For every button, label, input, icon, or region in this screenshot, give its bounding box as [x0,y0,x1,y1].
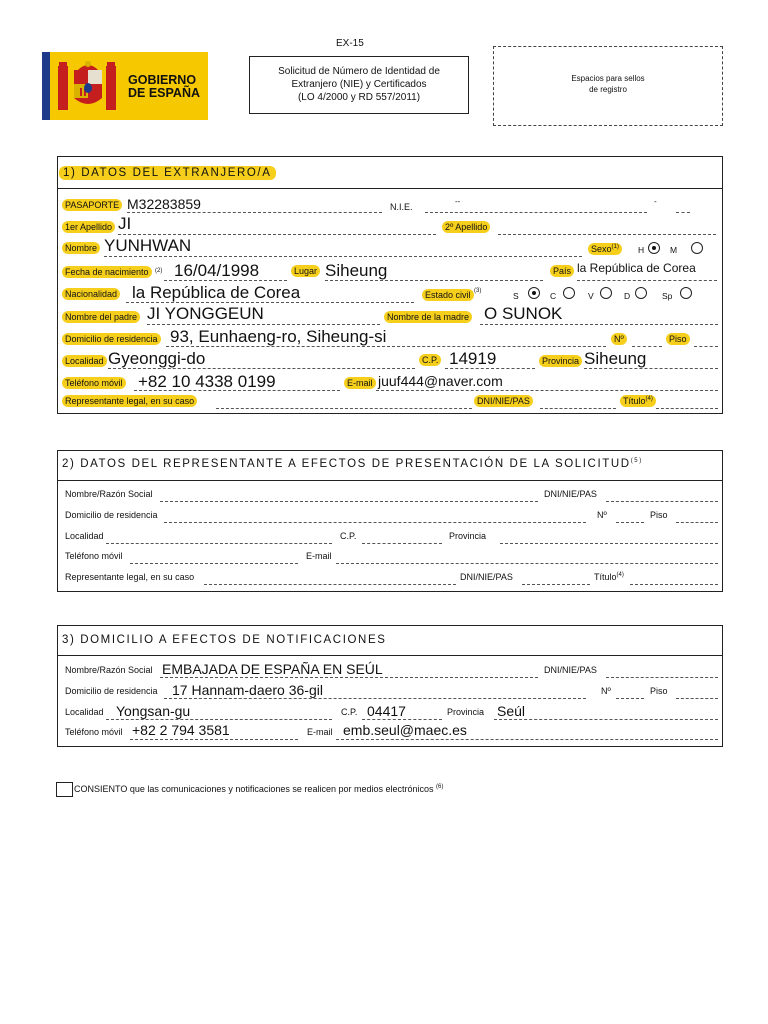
s2-dni2-line [522,584,590,585]
s2-provincia-line [500,543,718,544]
s3-cp-value[interactable]: 04417 [367,703,406,719]
pais-value[interactable]: la República de Corea [577,261,696,275]
s3-provincia-label: Provincia [447,707,485,717]
lugar-label: Lugar [291,265,320,277]
domicilio-line [166,346,606,347]
dni-line [540,408,616,409]
padre-label: Nombre del padre [62,311,140,323]
s3-telefono-line [130,739,298,740]
lugar-line [325,280,543,281]
s3-email-line [336,739,718,740]
sexo-label-text: Sexo [591,244,612,254]
fecha-value[interactable]: 16/04/1998 [174,261,260,280]
estado-s-label: S [513,291,519,301]
cp-label: C.P. [419,354,441,366]
piso-line [694,346,718,347]
nie-check-line [676,212,690,213]
nie-separator-2: - [654,197,657,206]
s3-telefono-label: Teléfono móvil [65,727,123,737]
consent-text-body: CONSIENTO que las comunicaciones y notificaciones se realicen por medios electrónicos [74,784,434,794]
s2-dni2-label: DNI/NIE/PAS [460,572,513,582]
s3-localidad-value[interactable]: Yongsan-gu [116,703,191,719]
titulo-label [620,395,656,407]
s3-cp-line [362,719,442,720]
email-label: E-mail [344,377,376,389]
domicilio-value[interactable]: 93, Eunhaeng-ro, Siheung-si [170,327,387,346]
madre-label: Nombre de la madre [384,311,472,323]
estado-c-radio[interactable] [563,287,575,299]
sexo-m-label: M [670,245,678,255]
piso-label: Piso [666,333,690,345]
section2-box [57,450,723,592]
s3-cp-label: C.P. [341,707,358,717]
consent-text [74,784,443,794]
s3-nombre-label: Nombre/Razón Social [65,665,153,675]
s2-cp-label: C.P. [340,531,357,541]
provincia-line [584,368,718,369]
apellido1-value[interactable]: JI [118,214,132,233]
email-line [376,390,718,391]
section2-title-divider [57,480,723,481]
estado-sp-radio[interactable] [680,287,692,299]
passport-line [127,212,382,213]
fecha-label [62,266,152,278]
s2-repr-label: Representante legal, en su caso [65,572,195,582]
s2-piso-label: Piso [650,510,668,520]
form-title-box [249,56,469,114]
num-label: Nº [611,333,627,345]
s3-domicilio-value[interactable]: 17 Hannam-daero 36-gil [172,682,323,698]
fecha-note: (2) [155,268,163,274]
s2-domicilio-line [164,522,586,523]
pais-line [577,280,717,281]
form-title-line2: Extranjero (NIE) y Certificados [291,79,427,90]
telefono-label: Teléfono móvil [62,377,126,389]
section2-title-text: 2) DATOS DEL REPRESENTANTE A EFECTOS DE PRESENTACIÓN DE LA SOLICITUD [62,458,631,470]
s3-email-value[interactable]: emb.seul@maec.es [343,722,467,738]
s2-dni-label: DNI/NIE/PAS [544,489,597,499]
form-title-line3: (LO 4/2000 y RD 557/2011) [297,92,421,103]
s2-cp-line [362,543,442,544]
s3-domicilio-line [164,698,586,699]
stamp-line1: Espacios para sellos [571,74,645,83]
madre-value[interactable]: O SUNOK [484,304,563,323]
s2-email-line [336,563,718,564]
s2-provincia-label: Provincia [449,531,487,541]
section3-title: 3) DOMICILIO A EFECTOS DE NOTIFICACIONES [62,634,387,646]
sexo-label-note: (1) [611,244,619,250]
sexo-m-radio[interactable] [691,242,703,254]
num-line [632,346,662,347]
estado-note: (3) [474,288,482,294]
estado-label-text: Estado civil [425,290,471,300]
nie-separator-1: -- [455,197,461,206]
fecha-label-text: Fecha de nacimiento [65,267,149,277]
estado-d-radio[interactable] [635,287,647,299]
s3-num-label: Nº [601,686,611,696]
nombre-line [104,256,582,257]
nacionalidad-label: Nacionalidad [62,288,120,300]
titulo-label-text: Título [623,396,646,406]
s3-dni-label: DNI/NIE/PAS [544,665,597,675]
estado-sp-label: Sp [662,291,673,301]
logo-text-line1: GOBIERNO [128,73,197,87]
padre-line [147,324,380,325]
s2-num-line [616,522,644,523]
localidad-label: Localidad [62,355,107,367]
nie-line [425,212,647,213]
stamp-box [493,46,723,126]
s3-telefono-value[interactable]: +82 2 794 3581 [132,722,230,738]
s3-provincia-line [494,719,718,720]
apellido1-line [118,234,436,235]
s3-nombre-line [160,677,538,678]
s2-email-label: E-mail [306,551,332,561]
apellido2-line [498,234,716,235]
s2-repr-line [204,584,456,585]
s3-provincia-value[interactable]: Seúl [497,703,526,719]
s2-titulo-label-text: Título [594,572,617,582]
government-logo [42,52,208,120]
section1-title: 1) DATOS DEL EXTRANJERO/A [59,166,276,180]
s3-num-line [616,698,644,699]
s2-titulo-label [594,572,624,582]
consent-note: (6) [436,784,444,790]
logo-text [128,74,200,100]
estado-c-label: C [550,291,557,301]
email-value[interactable]: juuf444@naver.com [378,373,503,389]
s2-titulo-label-note: (4) [616,572,624,578]
sexo-h-label: H [638,245,645,255]
estado-v-radio[interactable] [600,287,612,299]
telefono-value[interactable]: +82 10 4338 0199 [138,372,276,391]
s3-nombre-value[interactable]: EMBAJADA DE ESPAÑA EN SEÚL [162,661,383,677]
telefono-line [134,390,340,391]
section3-title-divider [57,655,723,656]
nacionalidad-line [126,302,414,303]
localidad-value[interactable]: Gyeonggi-do [108,349,206,368]
sexo-h-radio[interactable] [648,242,660,254]
s3-email-label: E-mail [307,727,333,737]
repr-label: Representante legal, en su caso [62,395,197,407]
titulo-label-note: (4) [645,396,653,402]
s2-localidad-label: Localidad [65,531,104,541]
s2-nombre-label: Nombre/Razón Social [65,489,153,499]
titulo-line [656,408,718,409]
cp-line [445,368,535,369]
nacionalidad-value[interactable]: la República de Corea [132,283,301,302]
nombre-label: Nombre [62,242,100,254]
consent-checkbox[interactable] [56,782,73,797]
padre-value[interactable]: JI YONGGEUN [147,304,264,323]
s3-localidad-line [106,719,332,720]
domicilio-label: Domicilio de residencia [62,333,161,345]
dni-label: DNI/NIE/PAS [474,395,533,407]
form-code: EX-15 [336,38,364,49]
pais-label: País [550,265,574,277]
stamp-line2: de registro [589,85,627,94]
s2-domicilio-label: Domicilio de residencia [65,510,158,520]
nie-label: N.I.E. [390,202,413,212]
s2-piso-line [676,522,718,523]
form-title-line1: Solicitud de Número de Identidad de [278,66,440,77]
s3-localidad-label: Localidad [65,707,104,717]
s2-titulo-line [630,584,718,585]
s3-domicilio-label: Domicilio de residencia [65,686,158,696]
estado-label [422,289,474,301]
section2-title-note: (5) [630,458,643,465]
localidad-line [108,368,415,369]
s2-telefono-line [130,563,298,564]
passport-value[interactable]: M32283859 [127,196,201,212]
provincia-value[interactable]: Siheung [584,349,647,368]
estado-s-radio[interactable] [528,287,540,299]
coat-of-arms-icon [58,58,118,114]
lugar-value[interactable]: Siheung [325,261,388,280]
s2-dni-line [606,501,718,502]
s2-num-label: Nº [597,510,607,520]
s3-piso-label: Piso [650,686,668,696]
estado-d-label: D [624,291,631,301]
s2-nombre-line [160,501,538,502]
section2-title [62,458,643,470]
apellido2-label: 2º Apellido [442,221,490,233]
logo-text-line2: DE ESPAÑA [128,86,201,100]
apellido1-label: 1er Apellido [62,221,115,233]
passport-label: PASAPORTE [62,199,122,211]
fecha-line [164,280,287,281]
estado-v-label: V [588,291,594,301]
s2-localidad-line [106,543,332,544]
cp-value[interactable]: 14919 [449,349,497,368]
logo-stripe-blue [42,52,50,120]
repr-line [216,408,472,409]
section1-title-divider [57,188,723,189]
madre-line [480,324,718,325]
s3-piso-line [676,698,718,699]
s3-dni-line [606,677,718,678]
nombre-value[interactable]: YUNHWAN [104,236,192,255]
s2-telefono-label: Teléfono móvil [65,551,123,561]
sexo-label [588,243,622,255]
provincia-label: Provincia [539,355,582,367]
